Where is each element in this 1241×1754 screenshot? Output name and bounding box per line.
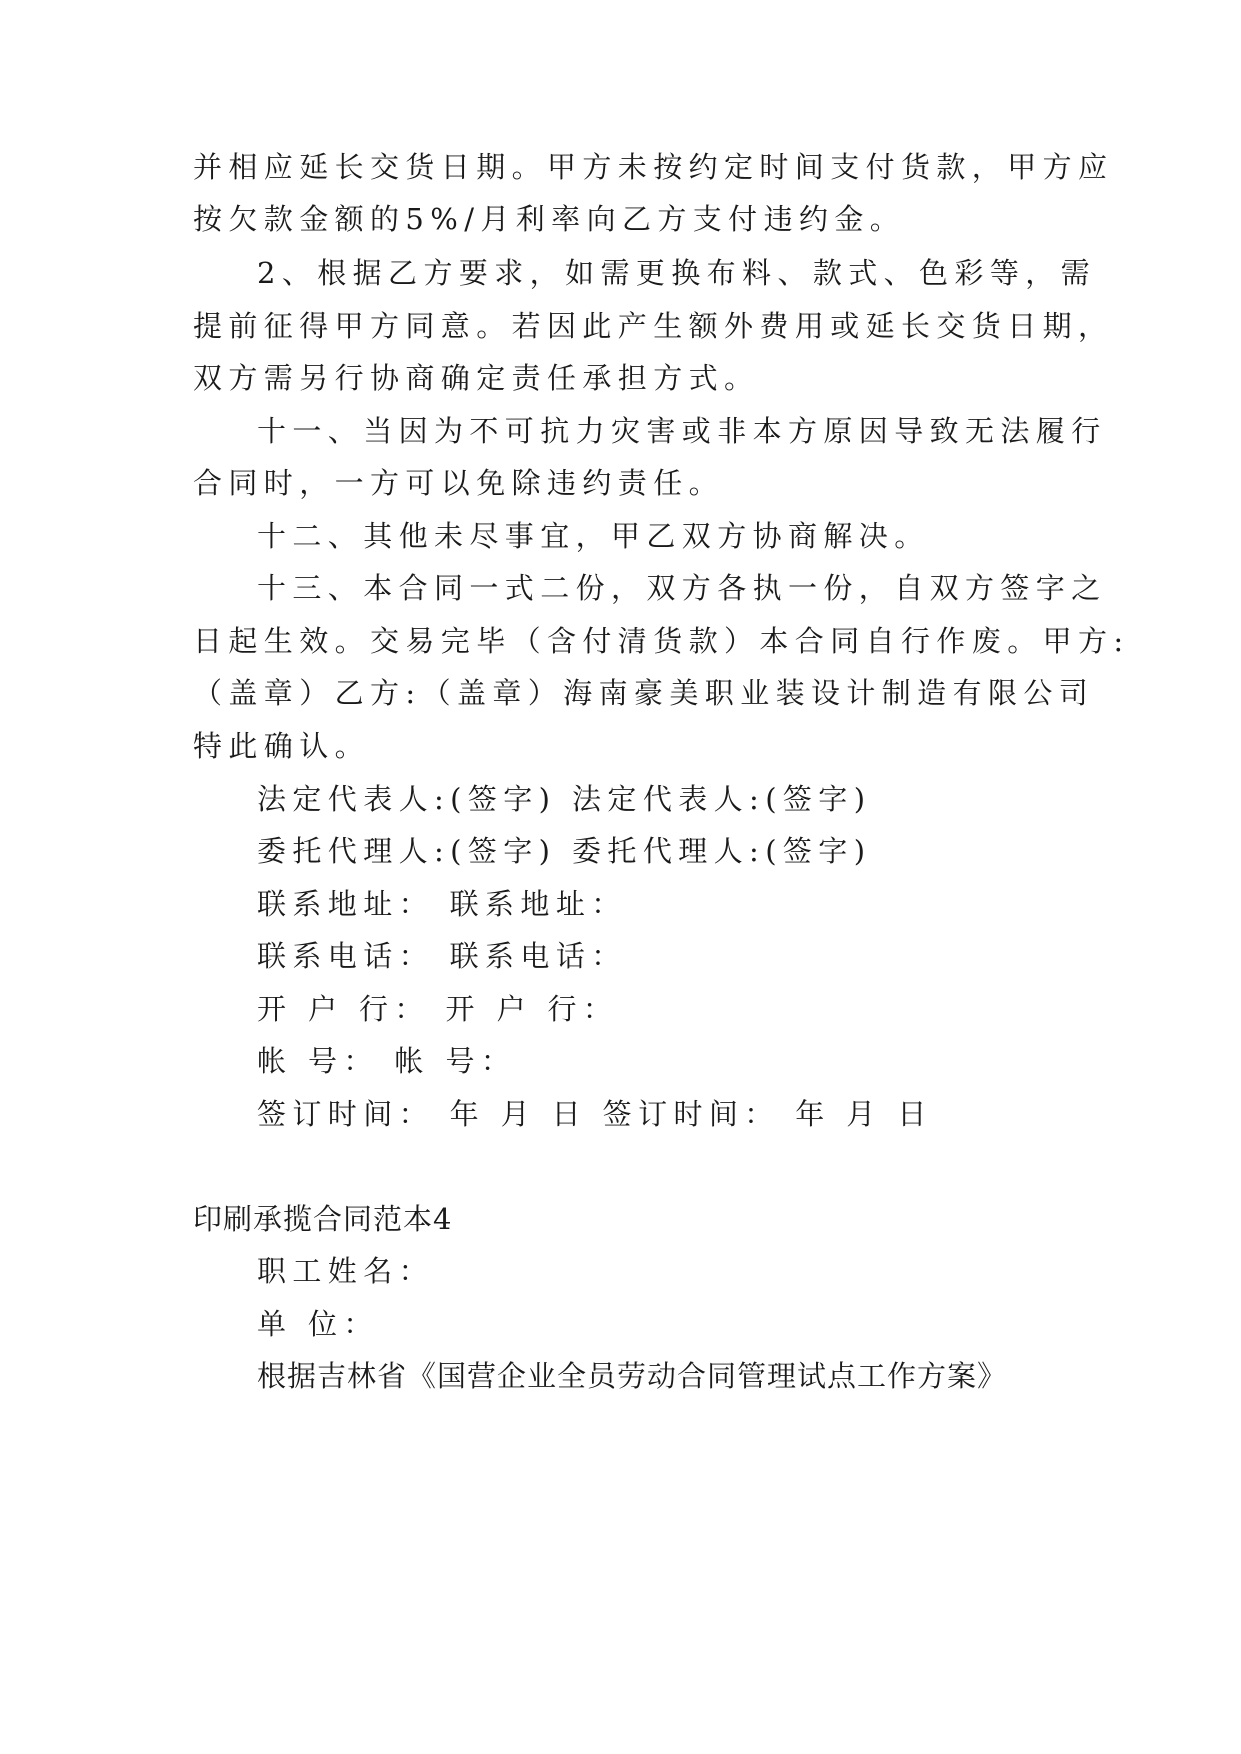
section-title: 印刷承揽合同范本4 [193, 1202, 453, 1236]
body-text-line: 并相应延长交货日期。甲方未按约定时间支付货款，甲方应 [193, 150, 1114, 184]
body-text-line: 十二、其他未尽事宜，甲乙双方协商解决。 [257, 519, 930, 553]
signature-field-line: 签订时间： 年 月 日 签订时间： 年 月 日 [257, 1097, 933, 1131]
signature-field-line: 开 户 行： 开 户 行： [257, 992, 619, 1026]
signature-field-line: 帐 号： 帐 号： [257, 1044, 517, 1078]
body-text-line: 十一、当因为不可抗力灾害或非本方原因导致无法履行 [257, 414, 1107, 448]
body-text-line: 十三、本合同一式二份，双方各执一份，自双方签字之 [257, 571, 1107, 605]
body-text-line: 合同时，一方可以免除违约责任。 [193, 466, 725, 500]
body-text-line: （盖章）乙方:（盖章）海南豪美职业装设计制造有限公司 [193, 676, 1095, 710]
body-text-line: 双方需另行协商确定责任承担方式。 [193, 361, 760, 395]
section-text-line: 职工姓名： [257, 1254, 435, 1288]
signature-field-line: 法定代表人:(签字) 法定代表人:(签字) [257, 782, 872, 816]
body-text-line: 按欠款金额的5%/月利率向乙方支付违约金。 [193, 202, 906, 236]
section-text-line: 单 位： [257, 1307, 379, 1341]
signature-field-line: 联系电话： 联系电话： [257, 939, 627, 973]
body-text-line: 提前征得甲方同意。若因此产生额外费用或延长交货日期， [193, 309, 1114, 343]
signature-field-line: 联系地址： 联系地址： [257, 887, 627, 921]
signature-field-line: 委托代理人:(签字) 委托代理人:(签字) [257, 834, 872, 868]
body-text-line: 日起生效。交易完毕（含付清货款）本合同自行作废。甲方: [193, 624, 1130, 658]
body-text-line: 特此确认。 [193, 729, 371, 763]
body-text-line: 2、根据乙方要求，如需更换布料、款式、色彩等，需 [257, 256, 1097, 290]
section-text-line: 根据吉林省《国营企业全员劳动合同管理试点工作方案》 [257, 1359, 1008, 1393]
